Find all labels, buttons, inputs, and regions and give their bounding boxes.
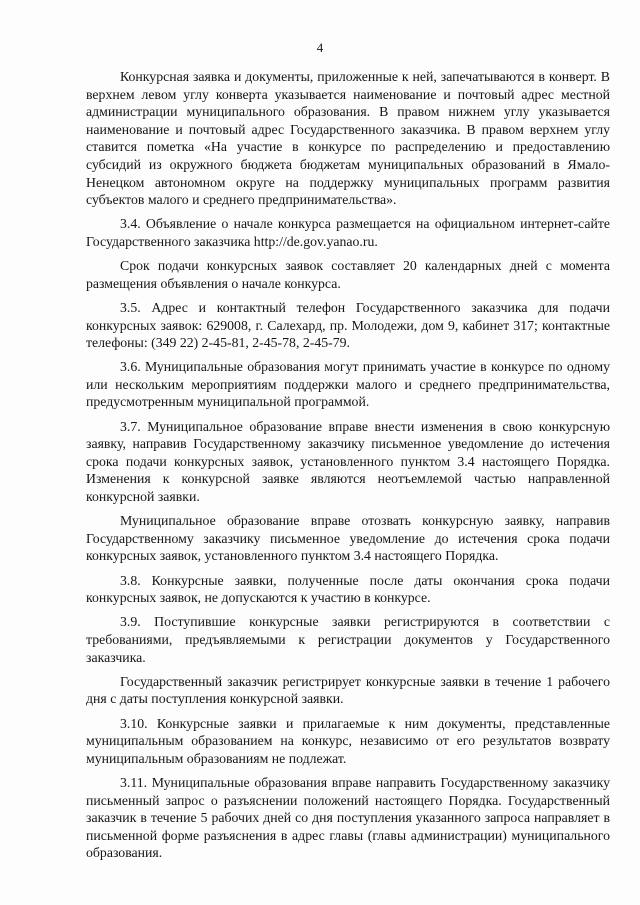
- paragraph: 3.8. Конкурсные заявки, полученные после даты окончания срока подачи конкурсных заявок, не допускаются к участию в конкурсе.: [86, 572, 610, 606]
- page-number: 4: [316, 40, 324, 55]
- paragraph: Муниципальное образование вправе отозвать конкурсную заявку, направив Государственному заказчику письменное уведомление до истечения срока подачи конкурсных заявок, установленного пунктом 3.4 настоящего Порядка.: [86, 513, 610, 564]
- paragraph: 3.4. Объявление о начале конкурса размещается на официальном интернет-сайте Государственного заказчика http://de.gov.yanao.ru.: [86, 216, 610, 249]
- paragraph: 3.5. Адрес и контактный телефон Государственного заказчика для подачи конкурсных заявок: 629008, г. Салехард, пр. Молодежи, дом 9, кабинет 317; контактные телефоны: (349 22) 2-45-81, 2-45-78, 2-45-79.: [86, 299, 610, 351]
- paragraph: 3.10. Конкурсные заявки и прилагаемые к ним документы, представленные муниципальным образованием на конкурс, независимо от его результатов возврату муниципальным образованиям не подлежат.: [86, 715, 610, 766]
- document-body: [86, 68, 610, 862]
- paragraph: Срок подачи конкурсных заявок составляет 20 календарных дней с момента размещения объявления о начале конкурса.: [86, 258, 610, 291]
- paragraph: 3.7. Муниципальное образование вправе внести изменения в свою конкурсную заявку, направив Государственному заказчику письменное уведомление до истечения срока подачи конкурсных заявок, установленного пунктом 3.4 настоящего Порядка. Изменения к конкурсной заявке являются неотъемлемой частью направленной конкурсной заявки.: [86, 418, 610, 505]
- paragraph: 3.11. Муниципальные образования вправе направить Государственному заказчику письменный запрос о разъяснении положений настоящего Порядка. Государственный заказчик в течение 5 рабочих дней со дня поступления указанного запроса направляет в письменной форме разъяснения в адрес главы (главы администрации) муниципального образования.: [86, 774, 610, 861]
- paragraph: 3.6. Муниципальные образования могут принимать участие в конкурсе по одному или нескольким мероприятиям поддержки малого и среднего предпринимательства, предусмотренным муниципальной программой.: [86, 359, 610, 410]
- paragraph: 3.9. Поступившие конкурсные заявки регистрируются в соответствии с требованиями, предъявляемыми к регистрации документов у Государственного заказчика.: [86, 614, 610, 665]
- paragraph: Конкурсная заявка и документы, приложенные к ней, запечатываются в конверт. В верхнем левом углу конверта указывается наименование и почтовый адрес местной администрации муниципального образования. В правом нижнем углу указывается наименование и почтовый адрес Государственного заказчика. В правом верхнем углу ставится пометка «На участие в конкурсе по распределению и предоставлению субсидий из окружного бюджета бюджетам муниципальных образований в Ямало-Ненецком автономном округе на поддержку муниципальных программ развития субъектов малого и среднего предпринимательства».: [86, 69, 610, 208]
- paragraph: Государственный заказчик регистрирует конкурсные заявки в течение 1 рабочего дня с даты поступления конкурсной заявки.: [86, 673, 610, 707]
